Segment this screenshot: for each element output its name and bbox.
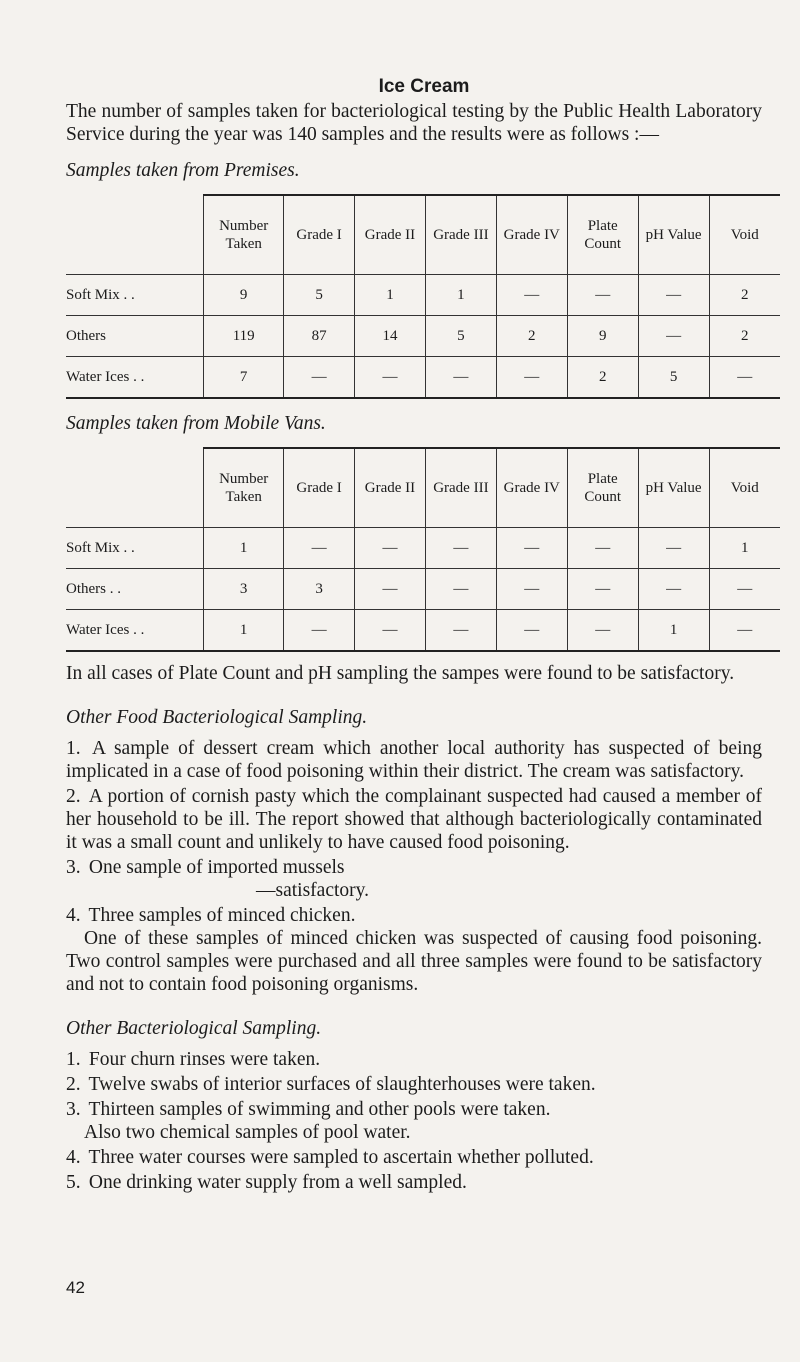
page-content [66,76,762,1196]
table-cell: 2 [709,275,780,316]
table-cell: — [355,569,426,610]
table-row [66,275,780,316]
row-label: Others . . [66,569,204,610]
item-number: 1. [66,738,81,759]
header-ph-value: pH Value [638,448,709,528]
item-paragraph: One of these samples of minced chicken was suspected of causing food poisoning. Two control samples were purchased and all three samples were found to be satisfactory and not to contain food poisoning organisms. [66,928,762,995]
header-grade-1: Grade I [284,448,355,528]
table-cell: — [355,610,426,652]
table-cell: 1 [204,528,284,569]
item-text: A portion of cornish pasty which the complainant suspected had caused a member of her household to be ill. The report showed that although bacteriologically contaminated it was a small count and unlikely to have caused food poisoning. [66,786,762,853]
table-row [66,569,780,610]
header-number-taken: Number Taken [204,448,284,528]
table-cell: — [567,528,638,569]
table-cell: 2 [567,357,638,399]
header-blank [66,195,204,275]
table-cell: 1 [355,275,426,316]
other-sampling-title: Other Bacteriological Sampling. [66,1018,322,1039]
table-cell: — [284,528,355,569]
item-number: 2. [66,1074,81,1095]
table-cell: 1 [638,610,709,652]
table-cell: — [425,357,496,399]
header-plate-count: Plate Count [567,195,638,275]
table-cell: 119 [204,316,284,357]
table-cell: — [709,569,780,610]
premises-header-row [66,195,780,275]
header-grade-3: Grade III [425,195,496,275]
table-cell: — [709,610,780,652]
item-text: A sample of dessert cream which another local authority has suspected of being implicated in a case of food poisoning within their district. The cream was satisfactory. [66,738,762,782]
row-label: Others [66,316,204,357]
header-void: Void [709,448,780,528]
item-text: Thirteen samples of swimming and other pools were taken. [88,1099,551,1120]
item-number: 4. [66,1147,81,1168]
table-cell: 5 [284,275,355,316]
table-cell: — [638,316,709,357]
table-cell: 5 [638,357,709,399]
table-cell: 1 [425,275,496,316]
item-continuation: Also two chemical samples of pool water. [84,1122,411,1143]
item-text: Three samples of minced chicken. [88,905,356,926]
list-item [66,856,762,902]
table-cell: — [284,610,355,652]
table-cell: — [638,569,709,610]
table-cell: — [355,357,426,399]
item-text: Three water courses were sampled to ascertain whether polluted. [88,1147,594,1168]
item-continuation: —satisfactory. [256,880,369,901]
table-cell: — [709,357,780,399]
table-cell: 2 [496,316,567,357]
mobile-vans-caption: Samples taken from Mobile Vans. [66,413,326,434]
food-sampling-title: Other Food Bacteriological Sampling. [66,707,368,728]
table-row [66,357,780,399]
table-cell: 3 [204,569,284,610]
table-cell: — [284,357,355,399]
item-number: 3. [66,1099,81,1120]
list-item [66,1073,762,1096]
item-text: Twelve swabs of interior surfaces of slaughterhouses were taken. [88,1074,596,1095]
table-cell: — [425,610,496,652]
list-item [66,1098,762,1144]
header-grade-2: Grade II [355,448,426,528]
page-title: Ice Cream [378,76,470,97]
table-cell: 5 [425,316,496,357]
header-grade-1: Grade I [284,195,355,275]
table-cell: — [638,275,709,316]
list-item [66,1171,762,1194]
item-number: 5. [66,1172,81,1193]
premises-caption: Samples taken from Premises. [66,160,300,181]
row-label: Soft Mix . . [66,275,204,316]
table-cell: 9 [567,316,638,357]
table-cell: — [567,569,638,610]
row-label: Water Ices . . [66,610,204,652]
list-item [66,1048,762,1071]
other-sampling-list [66,1048,762,1194]
premises-table [66,194,780,399]
mobile-vans-header-row [66,448,780,528]
table-row [66,610,780,652]
table-row [66,528,780,569]
table-cell: 1 [204,610,284,652]
item-number: 4. [66,905,81,926]
table-cell: 2 [709,316,780,357]
table-cell: 87 [284,316,355,357]
table-cell: — [638,528,709,569]
mobile-vans-table [66,447,780,652]
table-cell: 9 [204,275,284,316]
summary-note: In all cases of Plate Count and pH sampling the sampes were found to be satisfactory. [66,663,735,684]
table-cell: 3 [284,569,355,610]
intro-paragraph: The number of samples taken for bacteriological testing by the Public Health Laboratory Service during the year was 140 samples and the results were as follows :— [66,101,762,145]
table-cell: — [496,528,567,569]
table-row [66,316,780,357]
item-number: 3. [66,857,81,878]
table-cell: 1 [709,528,780,569]
table-cell: — [496,610,567,652]
header-grade-4: Grade IV [496,448,567,528]
header-number-taken: Number Taken [204,195,284,275]
item-text: One sample of imported mussels [88,857,345,878]
table-cell: — [355,528,426,569]
table-cell: 14 [355,316,426,357]
list-item [66,785,762,854]
header-void: Void [709,195,780,275]
item-text: Four churn rinses were taken. [88,1049,321,1070]
table-cell: — [425,569,496,610]
header-plate-count: Plate Count [567,448,638,528]
row-label: Soft Mix . . [66,528,204,569]
page-number: 42 [66,1278,85,1297]
header-blank [66,448,204,528]
table-cell: — [496,357,567,399]
list-item [66,737,762,783]
table-cell: — [425,528,496,569]
item-number: 1. [66,1049,81,1070]
item-text: One drinking water supply from a well sampled. [88,1172,467,1193]
header-ph-value: pH Value [638,195,709,275]
header-grade-3: Grade III [425,448,496,528]
header-grade-4: Grade IV [496,195,567,275]
table-cell: — [567,610,638,652]
row-label: Water Ices . . [66,357,204,399]
table-cell: — [496,569,567,610]
item-number: 2. [66,786,81,807]
table-cell: — [496,275,567,316]
header-grade-2: Grade II [355,195,426,275]
food-sampling-list [66,737,762,996]
table-cell: — [567,275,638,316]
table-cell: 7 [204,357,284,399]
list-item [66,1146,762,1169]
list-item [66,904,762,996]
